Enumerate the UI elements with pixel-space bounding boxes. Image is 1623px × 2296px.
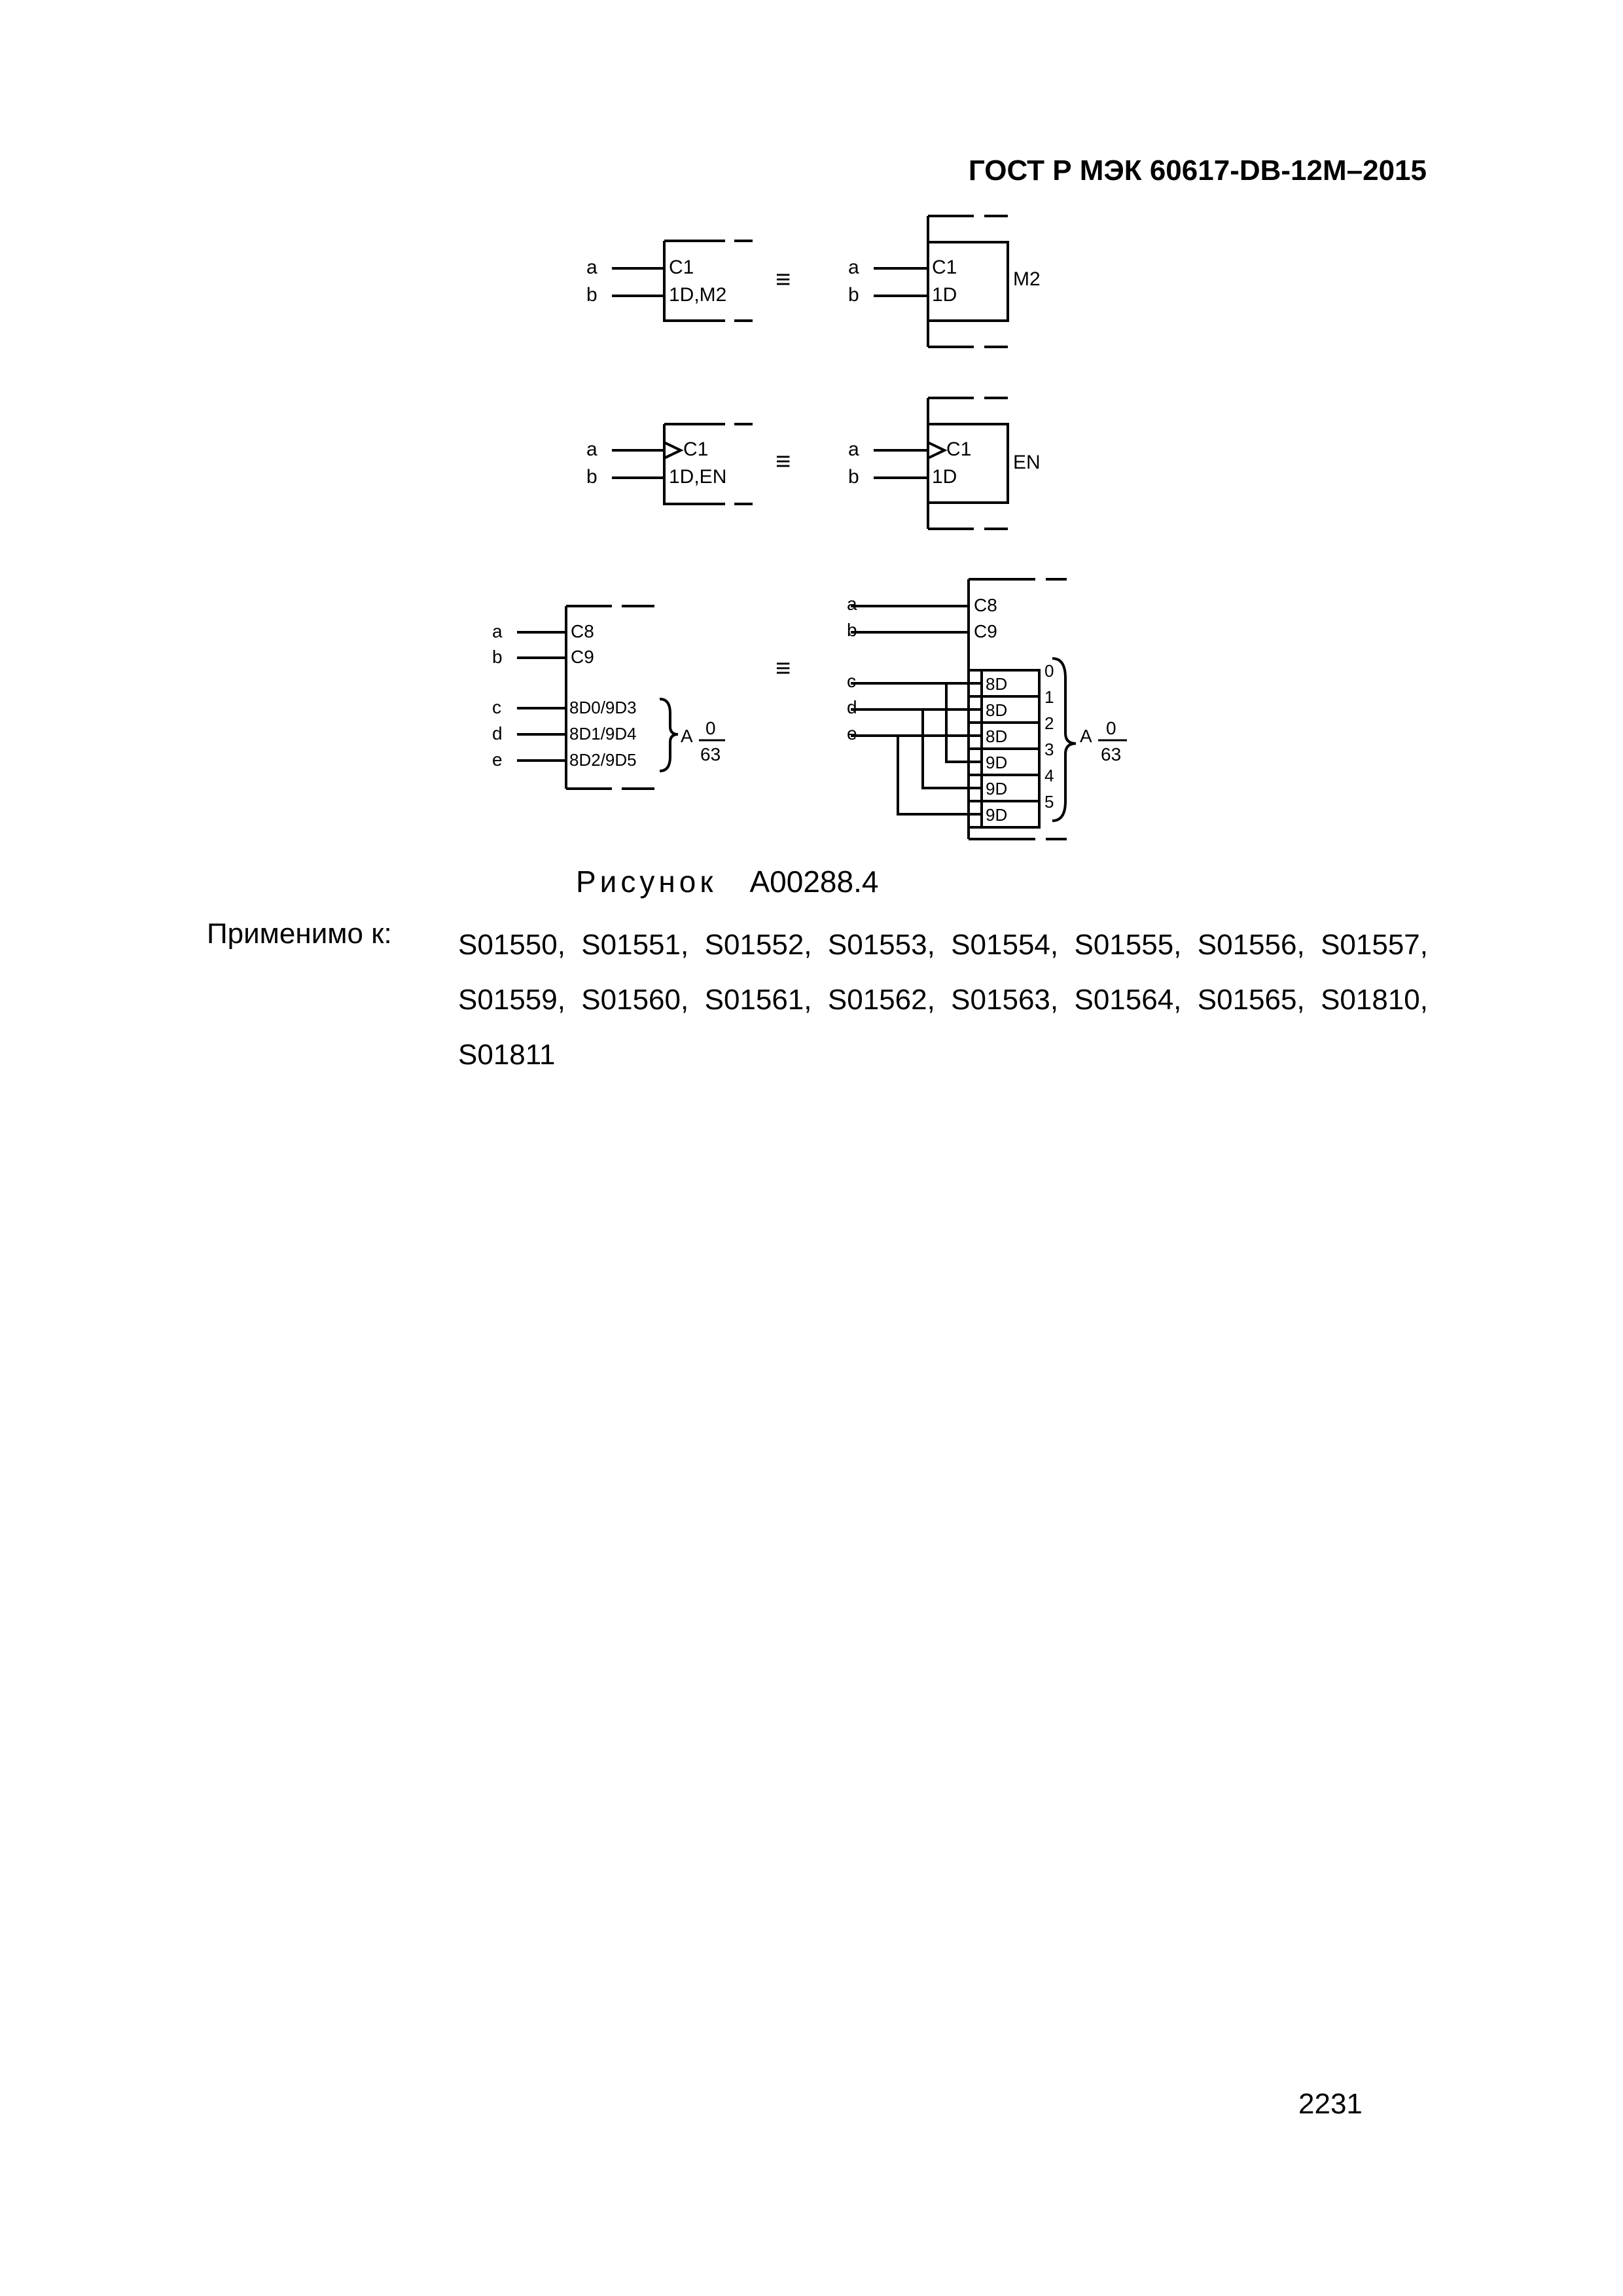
d3-right-address-letter: A [1080,726,1092,746]
d3-left-input-a: a [492,621,503,641]
d2-right-input-a: a [848,439,859,460]
d1-left-input-a: a [586,257,597,278]
d3-cell-number-3: 3 [1044,740,1054,759]
d3-cell-label-5: 9D [986,805,1008,825]
d3-cell-number-1: 1 [1044,687,1054,707]
d3-cell-label-3: 9D [986,753,1008,772]
d1-right-label-c1: C1 [932,257,957,278]
d3-cell-label-1: 8D [986,700,1008,720]
diagram2-left-symbol [612,424,753,504]
d3-left-address-bottom: 63 [700,744,721,764]
d3-left-label-c9: C9 [571,647,594,667]
d3-right-label-c8: C8 [974,595,997,615]
d3-right-input-d: d [847,697,857,717]
diagram1-left-symbol [612,241,753,321]
d1-right-label-1d: 1D [932,284,957,306]
dynamic-input-indicator [928,442,944,458]
d3-right-input-c: c [847,671,856,691]
diagram2-right-symbol [874,398,1008,529]
d3-right-address-top: 0 [1106,718,1116,738]
d2-right-input-b: b [848,466,859,488]
d3-left-label-c8: C8 [571,621,594,641]
dynamic-input-indicator [664,442,681,458]
diagram1-right-symbol [874,216,1008,347]
right-address-brace [1052,658,1076,821]
page-number: 2231 [1298,2088,1363,2120]
d3-cell-label-2: 8D [986,726,1008,746]
figure-caption [576,864,878,899]
d3-left-input-d: d [492,723,503,744]
d3-left-address-top: 0 [705,718,716,738]
d3-right-input-e: e [847,723,857,744]
caption-word: Рисунок [576,865,717,899]
d2-left-label-c1: C1 [683,439,709,460]
d3-cell-number-0: 0 [1044,661,1054,681]
d3-cell-number-5: 5 [1044,792,1054,812]
d2-left-input-b: b [586,466,597,488]
d3-left-input-b: b [492,647,503,667]
d3-left-input-c: c [492,697,501,717]
applies-to-label: Применимо к: [207,918,392,950]
d3-left-input-e: e [492,749,503,770]
d1-left-label-c1: C1 [669,257,694,278]
d3-right-input-a: a [847,594,857,614]
d3-cell-label-0: 8D [986,674,1008,694]
left-address-brace [660,699,678,771]
d3-left-label-row1: 8D1/9D4 [569,724,637,744]
document-header: ГОСТ Р МЭК 60617-DB-12M–2015 [968,154,1427,187]
d3-cell-number-4: 4 [1044,766,1054,785]
d3-left-address-letter: A [681,726,693,746]
applies-to-list: S01550, S01551, S01552, S01553, S01554, S01555, S01556, S01557, S01559, S01560, S01561, S01562, S01563, S01564, S01565, S01810, S01811 [458,929,1428,1071]
d1-right-qualifier: M2 [1013,268,1041,290]
d1-left-label-1dm2: 1D,M2 [669,284,727,306]
d3-left-label-row2: 8D2/9D5 [569,750,637,770]
d3-left-label-row0: 8D0/9D3 [569,698,637,717]
d2-left-input-a: a [586,439,597,460]
d2-right-label-c1: C1 [946,439,972,460]
d1-right-input-a: a [848,257,859,278]
d2-equiv-sign: ≡ [776,447,791,476]
d2-left-label-1den: 1D,EN [669,466,727,488]
d1-left-input-b: b [586,284,597,306]
d3-right-label-c9: C9 [974,621,997,641]
d1-right-input-b: b [848,284,859,306]
caption-figure-id: A00288.4 [749,865,879,899]
d3-equiv-sign: ≡ [776,654,791,683]
d3-cell-number-2: 2 [1044,713,1054,733]
logic-symbol-figure [0,0,1623,857]
d2-right-qualifier: EN [1013,452,1041,473]
d1-equiv-sign: ≡ [776,265,791,294]
d2-right-label-1d: 1D [932,466,957,488]
d3-right-address-bottom: 63 [1101,744,1122,764]
d3-right-input-b: b [847,620,857,640]
d3-cell-label-4: 9D [986,779,1008,798]
